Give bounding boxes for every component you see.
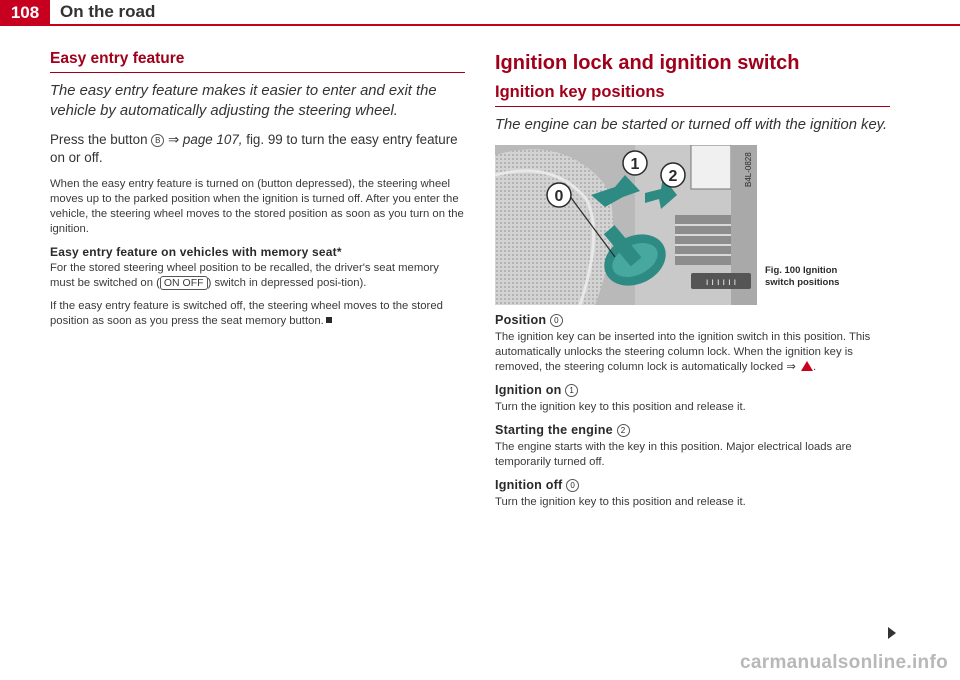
figure-label-1: 1: [630, 156, 640, 173]
position-1-marker: 1: [565, 384, 578, 397]
position-heading: Position 0: [495, 313, 890, 327]
position-2-marker: 2: [617, 424, 630, 437]
lead-suffix: fig. 99 to turn the easy entry feature on or off.: [50, 132, 458, 165]
ignition-off-text: Turn the ignition key to this position and release it.: [495, 496, 746, 508]
easy-entry-heading: Easy entry feature: [50, 50, 185, 67]
ignition-off-heading: Ignition off 0: [495, 478, 890, 492]
position-text: The ignition key can be inserted into the ignition switch in this position. This automatically unlocks the steering column lock. When the ignition key is removed, the steering column lock is automatically locked ⇒ .: [495, 331, 871, 373]
ignition-off-item: [495, 478, 890, 510]
memory-seat-subheading: Easy entry feature on vehicles with memory seat*: [50, 245, 342, 259]
end-of-section-icon: [326, 317, 332, 323]
ignition-on-text: Turn the ignition key to this position and release it.: [495, 401, 746, 413]
subtitle-rule: [495, 106, 890, 107]
page-header: [0, 0, 960, 26]
lead-prefix: Press the button: [50, 132, 148, 147]
figure-caption-line1: Fig. 100 Ignition: [765, 265, 838, 276]
header-rule: [50, 24, 960, 26]
warning-icon[interactable]: [801, 361, 813, 371]
para3-text: If the easy entry feature is switched off, the steering wheel moves to the stored position as soon as you press the seat memory button.: [50, 300, 443, 327]
ignition-on-heading: Ignition on 1: [495, 383, 890, 397]
next-page-arrow-icon[interactable]: [888, 627, 896, 639]
position-0-marker: 0: [550, 314, 563, 327]
left-column: [50, 50, 465, 337]
figure-code: B4L-0828: [744, 152, 753, 187]
watermark: carmanualsonline.info: [740, 652, 948, 673]
on-off-button-label: ON OFF: [160, 276, 208, 290]
right-column: [495, 52, 890, 518]
figure-caption-line2: switch positions: [765, 277, 840, 288]
position-item: [495, 313, 890, 375]
figure-display-text: ı ı ı ı ı ı: [705, 277, 737, 288]
figure-label-2: 2: [668, 168, 678, 185]
button-b-marker: B: [151, 134, 164, 147]
ignition-switch-illustration: [495, 145, 757, 305]
section-title: On the road: [60, 2, 156, 21]
ignition-lock-title: Ignition lock and ignition switch: [495, 52, 800, 74]
ignition-key-positions-subtitle: Ignition key positions: [495, 83, 665, 101]
para2-prefix: For the stored steering wheel position to be recalled, the driver's seat memory must be switched on (: [50, 262, 439, 289]
starting-engine-text: The engine starts with the key in this position. Major electrical loads are temporarily turned off.: [495, 441, 852, 468]
page-reference-link[interactable]: ⇒ page 107,: [167, 132, 243, 147]
ignition-intro: The engine can be started or turned off with the ignition key.: [495, 117, 888, 133]
heading-rule: [50, 72, 465, 73]
para2-suffix: ) switch in depressed posi-tion).: [207, 277, 367, 289]
position-0b-marker: 0: [566, 479, 579, 492]
easy-entry-intro: The easy entry feature makes it easier to enter and exit the vehicle by automatically adjusting the steering wheel.: [50, 83, 437, 119]
ignition-figure: [495, 145, 890, 305]
starting-engine-heading: Starting the engine 2: [495, 423, 890, 437]
figure-label-0: 0: [554, 188, 564, 205]
easy-entry-paragraph-1: When the easy entry feature is turned on (button depressed), the steering wheel moves up to the parked position when the ignition is turned off. After you enter the vehicle, the steering wheel moves to the stored position as soon as you turn on the ignition.: [50, 178, 464, 235]
starting-engine-item: [495, 423, 890, 470]
page-number: 108: [0, 0, 50, 26]
memory-seat-paragraph: [50, 261, 465, 291]
easy-entry-instruction: [50, 131, 465, 167]
ignition-on-item: [495, 383, 890, 415]
figure-caption: [765, 265, 839, 289]
easy-entry-paragraph-3: [50, 299, 465, 329]
